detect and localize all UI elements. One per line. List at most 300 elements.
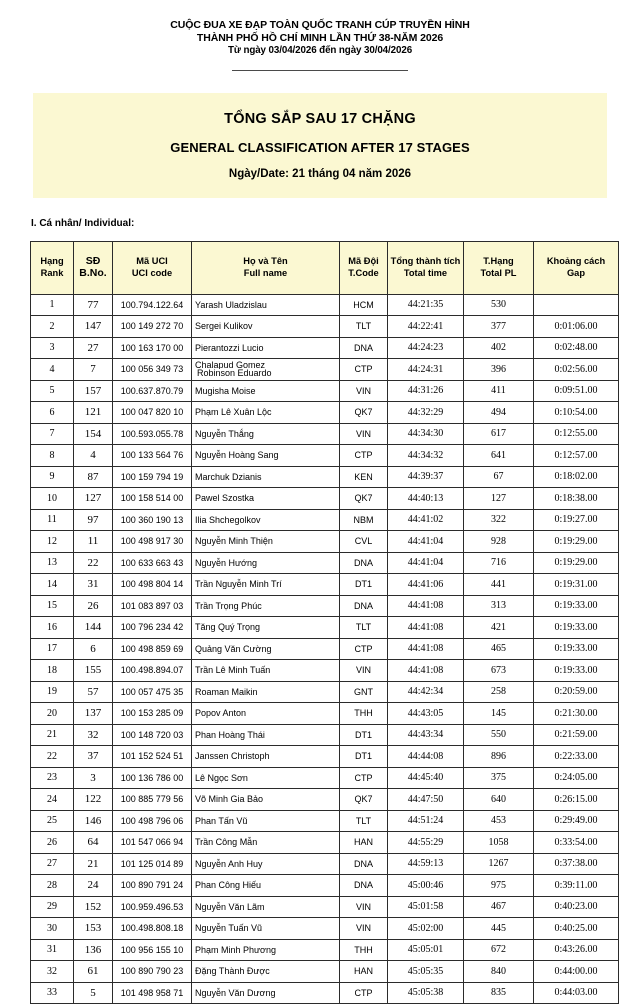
cell-rank: 26	[31, 832, 74, 854]
cell-total-time: 44:41:08	[388, 660, 464, 682]
cell-total-pl: 840	[464, 961, 534, 983]
cell-total-pl: 1058	[464, 832, 534, 854]
cell-full-name: Nguyễn Minh Thiện	[192, 531, 340, 553]
cell-full-name: Nguyễn Thắng	[192, 423, 340, 445]
cell-team-code: DNA	[340, 337, 388, 359]
cell-team-code: CTP	[340, 445, 388, 467]
cell-team-code: THH	[340, 939, 388, 961]
cell-rank: 28	[31, 875, 74, 897]
cell-gap: 0:21:59.00	[534, 724, 619, 746]
cell-total-time: 45:02:00	[388, 918, 464, 940]
column-header-full-name	[192, 241, 340, 294]
table-row	[31, 767, 619, 789]
cell-gap: 0:37:38.00	[534, 853, 619, 875]
cell-uci-code: 100 360 190 13	[113, 509, 192, 531]
cell-bib-number: 127	[74, 488, 113, 510]
cell-team-code: CTP	[340, 359, 388, 381]
cell-gap: 0:19:29.00	[534, 531, 619, 553]
cell-full-name: Yarash Uladzislau	[192, 294, 340, 316]
cell-total-pl: 445	[464, 918, 534, 940]
cell-uci-code: 101 152 524 51	[113, 746, 192, 768]
cell-uci-code: 100 498 796 06	[113, 810, 192, 832]
cell-bib-number: 147	[74, 316, 113, 338]
cell-total-time: 44:41:06	[388, 574, 464, 596]
column-header-pl-en: Total PL	[464, 268, 533, 280]
cell-uci-code: 100 890 790 23	[113, 961, 192, 983]
cell-team-code: HAN	[340, 961, 388, 983]
cell-total-time: 44:31:26	[388, 380, 464, 402]
cell-bib-number: 152	[74, 896, 113, 918]
cell-bib-number: 137	[74, 703, 113, 725]
table-row	[31, 359, 619, 381]
cell-gap: 0:33:54.00	[534, 832, 619, 854]
cell-total-time: 44:34:32	[388, 445, 464, 467]
cell-total-time: 44:41:02	[388, 509, 464, 531]
cell-bib-number: 22	[74, 552, 113, 574]
cell-uci-code: 100 890 791 24	[113, 875, 192, 897]
cell-total-pl: 453	[464, 810, 534, 832]
cell-gap: 0:19:33.00	[534, 595, 619, 617]
cell-full-name: Ilia Shchegolkov	[192, 509, 340, 531]
cell-full-name: Quảng Văn Cường	[192, 638, 340, 660]
table-row	[31, 316, 619, 338]
column-header-name-vi: Họ và Tên	[192, 256, 339, 268]
cell-total-time: 44:42:34	[388, 681, 464, 703]
cell-bib-number: 4	[74, 445, 113, 467]
cell-full-name: Nguyễn Hướng	[192, 552, 340, 574]
cell-total-pl: 617	[464, 423, 534, 445]
cell-uci-code: 100 148 720 03	[113, 724, 192, 746]
cell-rank: 22	[31, 746, 74, 768]
cell-team-code: CVL	[340, 531, 388, 553]
cell-rank: 8	[31, 445, 74, 467]
cell-gap: 0:43:26.00	[534, 939, 619, 961]
cell-uci-code: 101 125 014 89	[113, 853, 192, 875]
cell-total-pl: 67	[464, 466, 534, 488]
column-header-bib-vi: SĐ	[74, 256, 112, 268]
cell-team-code: HAN	[340, 832, 388, 854]
cell-rank: 3	[31, 337, 74, 359]
cell-gap: 0:18:02.00	[534, 466, 619, 488]
cell-team-code: VIN	[340, 423, 388, 445]
cell-gap: 0:12:57.00	[534, 445, 619, 467]
banner-title-en: GENERAL CLASSIFICATION AFTER 17 STAGES	[33, 128, 607, 156]
cell-rank: 17	[31, 638, 74, 660]
cell-rank: 19	[31, 681, 74, 703]
table-row	[31, 660, 619, 682]
cell-rank: 25	[31, 810, 74, 832]
banner-date: Ngày/Date: 21 tháng 04 năm 2026	[33, 156, 607, 182]
cell-full-name: Janssen Christoph	[192, 746, 340, 768]
cell-total-time: 44:47:50	[388, 789, 464, 811]
cell-total-time: 44:51:24	[388, 810, 464, 832]
cell-uci-code: 100 136 786 00	[113, 767, 192, 789]
cell-uci-code: 100 885 779 56	[113, 789, 192, 811]
cell-gap: 0:40:25.00	[534, 918, 619, 940]
cell-rank: 29	[31, 896, 74, 918]
column-header-uci-en: UCI code	[113, 268, 191, 280]
cell-rank: 20	[31, 703, 74, 725]
cell-rank: 24	[31, 789, 74, 811]
cell-gap: 0:02:48.00	[534, 337, 619, 359]
masthead-line-3: Từ ngày 03/04/2026 đến ngày 30/04/2026	[0, 44, 640, 58]
cell-gap: 0:24:05.00	[534, 767, 619, 789]
column-header-name-en: Full name	[192, 268, 339, 280]
cell-total-time: 44:45:40	[388, 767, 464, 789]
table-row	[31, 853, 619, 875]
cell-bib-number: 153	[74, 918, 113, 940]
cell-uci-code: 100 633 663 43	[113, 552, 192, 574]
table-row	[31, 896, 619, 918]
cell-bib-number: 77	[74, 294, 113, 316]
cell-total-time: 44:41:08	[388, 617, 464, 639]
table-row	[31, 939, 619, 961]
cell-total-time: 44:22:41	[388, 316, 464, 338]
cell-bib-number: 5	[74, 982, 113, 1004]
cell-total-time: 44:34:30	[388, 423, 464, 445]
cell-total-pl: 145	[464, 703, 534, 725]
cell-uci-code: 100 956 155 10	[113, 939, 192, 961]
cell-total-pl: 127	[464, 488, 534, 510]
cell-total-pl: 716	[464, 552, 534, 574]
table-row	[31, 574, 619, 596]
cell-bib-number: 32	[74, 724, 113, 746]
table-row	[31, 724, 619, 746]
column-header-gap-en: Gap	[534, 268, 618, 280]
cell-full-name: Phan Tấn Vũ	[192, 810, 340, 832]
table-row	[31, 531, 619, 553]
cell-uci-code: 100 498 917 30	[113, 531, 192, 553]
cell-uci-code: 100 159 794 19	[113, 466, 192, 488]
cell-team-code: CTP	[340, 982, 388, 1004]
column-header-team-code	[340, 241, 388, 294]
cell-full-name: Lê Ngọc Sơn	[192, 767, 340, 789]
cell-bib-number: 157	[74, 380, 113, 402]
cell-uci-code: 100 498 859 69	[113, 638, 192, 660]
cell-rank: 21	[31, 724, 74, 746]
cell-total-time: 45:05:01	[388, 939, 464, 961]
cell-uci-code: 101 083 897 03	[113, 595, 192, 617]
banner-title-vi: TỔNG SẮP SAU 17 CHẶNG	[33, 110, 607, 128]
cell-rank: 18	[31, 660, 74, 682]
table-row	[31, 509, 619, 531]
cell-total-pl: 928	[464, 531, 534, 553]
cell-team-code: DT1	[340, 574, 388, 596]
cell-rank: 15	[31, 595, 74, 617]
cell-full-name: Sergei Kulikov	[192, 316, 340, 338]
general-classification-table	[30, 241, 619, 1004]
cell-total-pl: 258	[464, 681, 534, 703]
cell-gap: 0:18:38.00	[534, 488, 619, 510]
cell-total-pl: 377	[464, 316, 534, 338]
cell-total-pl: 641	[464, 445, 534, 467]
cell-gap: 0:19:33.00	[534, 660, 619, 682]
column-header-rank-vi: Hạng	[31, 256, 73, 268]
cell-team-code: VIN	[340, 896, 388, 918]
cell-uci-code: 100 796 234 42	[113, 617, 192, 639]
cell-team-code: DT1	[340, 724, 388, 746]
column-header-gap	[534, 241, 619, 294]
cell-uci-code: 101 498 958 71	[113, 982, 192, 1004]
column-header-time-en: Total time	[388, 268, 463, 280]
cell-full-name: Pawel Szostka	[192, 488, 340, 510]
cell-full-name: Trần Trọng Phúc	[192, 595, 340, 617]
results-table-wrapper	[30, 241, 610, 1004]
cell-gap: 0:40:23.00	[534, 896, 619, 918]
table-row	[31, 466, 619, 488]
cell-uci-code: 100.498.808.18	[113, 918, 192, 940]
cell-rank: 7	[31, 423, 74, 445]
cell-total-time: 45:01:58	[388, 896, 464, 918]
cell-total-pl: 322	[464, 509, 534, 531]
cell-total-time: 44:43:05	[388, 703, 464, 725]
cell-bib-number: 24	[74, 875, 113, 897]
cell-total-pl: 896	[464, 746, 534, 768]
cell-full-name: Pierantozzi Lucio	[192, 337, 340, 359]
cell-bib-number: 57	[74, 681, 113, 703]
column-header-time-vi: Tổng thành tích	[388, 256, 463, 268]
cell-gap	[534, 294, 619, 316]
cell-total-pl: 465	[464, 638, 534, 660]
cell-full-name	[192, 359, 340, 381]
cell-total-pl: 375	[464, 767, 534, 789]
cell-rank: 23	[31, 767, 74, 789]
table-row	[31, 961, 619, 983]
cell-uci-code: 100 056 349 73	[113, 359, 192, 381]
cell-bib-number: 97	[74, 509, 113, 531]
cell-gap: 0:19:31.00	[534, 574, 619, 596]
cell-bib-number: 3	[74, 767, 113, 789]
cell-total-pl: 421	[464, 617, 534, 639]
cell-full-name: Võ Minh Gia Bảo	[192, 789, 340, 811]
cell-gap: 0:19:33.00	[534, 617, 619, 639]
cell-rank: 2	[31, 316, 74, 338]
cell-uci-code: 101 547 066 94	[113, 832, 192, 854]
table-row	[31, 875, 619, 897]
table-row	[31, 337, 619, 359]
cell-bib-number: 154	[74, 423, 113, 445]
rider-name-line1: Chalapud Gomez	[195, 361, 339, 369]
cell-bib-number: 144	[74, 617, 113, 639]
cell-uci-code: 100.637.870.79	[113, 380, 192, 402]
column-header-rank	[31, 241, 74, 294]
cell-team-code: TLT	[340, 316, 388, 338]
masthead	[0, 0, 640, 71]
cell-gap: 0:19:33.00	[534, 638, 619, 660]
cell-total-pl: 550	[464, 724, 534, 746]
cell-gap: 0:29:49.00	[534, 810, 619, 832]
table-row	[31, 552, 619, 574]
cell-full-name: Phạm Lê Xuân Lộc	[192, 402, 340, 424]
cell-rank: 16	[31, 617, 74, 639]
cell-team-code: VIN	[340, 380, 388, 402]
cell-rank: 5	[31, 380, 74, 402]
cell-team-code: DT1	[340, 746, 388, 768]
table-row	[31, 982, 619, 1004]
cell-bib-number: 136	[74, 939, 113, 961]
column-header-total-time	[388, 241, 464, 294]
column-header-rank-en: Rank	[31, 268, 73, 280]
cell-uci-code: 100.498.894.07	[113, 660, 192, 682]
column-header-bib-en: B.No.	[74, 268, 112, 280]
cell-gap: 0:44:03.00	[534, 982, 619, 1004]
cell-total-time: 44:44:08	[388, 746, 464, 768]
cell-gap: 0:44:00.00	[534, 961, 619, 983]
cell-team-code: TLT	[340, 810, 388, 832]
cell-team-code: THH	[340, 703, 388, 725]
cell-gap: 0:09:51.00	[534, 380, 619, 402]
cell-rank: 10	[31, 488, 74, 510]
table-row	[31, 488, 619, 510]
cell-bib-number: 87	[74, 466, 113, 488]
cell-team-code: NBM	[340, 509, 388, 531]
cell-bib-number: 122	[74, 789, 113, 811]
cell-gap: 0:01:06.00	[534, 316, 619, 338]
cell-gap: 0:39:11.00	[534, 875, 619, 897]
cell-team-code: TLT	[340, 617, 388, 639]
table-row	[31, 617, 619, 639]
cell-total-time: 44:41:04	[388, 552, 464, 574]
cell-bib-number: 27	[74, 337, 113, 359]
cell-bib-number: 37	[74, 746, 113, 768]
table-row	[31, 703, 619, 725]
cell-full-name: Phan Công Hiếu	[192, 875, 340, 897]
cell-full-name: Phan Hoàng Thái	[192, 724, 340, 746]
cell-bib-number: 26	[74, 595, 113, 617]
cell-team-code: QK7	[340, 402, 388, 424]
table-row	[31, 423, 619, 445]
cell-rank: 4	[31, 359, 74, 381]
cell-bib-number: 64	[74, 832, 113, 854]
table-row	[31, 294, 619, 316]
cell-total-pl: 530	[464, 294, 534, 316]
table-row	[31, 918, 619, 940]
cell-total-time: 44:24:31	[388, 359, 464, 381]
cell-rank: 33	[31, 982, 74, 1004]
cell-team-code: DNA	[340, 875, 388, 897]
cell-total-time: 44:24:23	[388, 337, 464, 359]
column-header-uci-vi: Mã UCI	[113, 256, 191, 268]
cell-total-time: 44:41:04	[388, 531, 464, 553]
cell-team-code: HCM	[340, 294, 388, 316]
cell-total-pl: 835	[464, 982, 534, 1004]
cell-uci-code: 100 498 804 14	[113, 574, 192, 596]
cell-team-code: KEN	[340, 466, 388, 488]
cell-total-time: 44:41:08	[388, 595, 464, 617]
cell-rank: 31	[31, 939, 74, 961]
cell-total-time: 44:59:13	[388, 853, 464, 875]
cell-total-pl: 975	[464, 875, 534, 897]
header-row	[31, 241, 619, 294]
masthead-divider	[232, 70, 408, 71]
cell-bib-number: 11	[74, 531, 113, 553]
cell-team-code: QK7	[340, 488, 388, 510]
cell-full-name: Nguyễn Hoàng Sang	[192, 445, 340, 467]
cell-team-code: CTP	[340, 638, 388, 660]
cell-full-name: Mugisha Moise	[192, 380, 340, 402]
cell-rank: 13	[31, 552, 74, 574]
cell-total-time: 44:40:13	[388, 488, 464, 510]
cell-total-pl: 494	[464, 402, 534, 424]
cell-gap: 0:21:30.00	[534, 703, 619, 725]
cell-team-code: DNA	[340, 595, 388, 617]
column-header-team-en: T.Code	[340, 268, 387, 280]
cell-team-code: VIN	[340, 918, 388, 940]
cell-total-pl: 441	[464, 574, 534, 596]
cell-uci-code: 100 057 475 35	[113, 681, 192, 703]
cell-gap: 0:26:15.00	[534, 789, 619, 811]
cell-full-name: Phạm Minh Phương	[192, 939, 340, 961]
cell-full-name: Nguyễn Văn Dương	[192, 982, 340, 1004]
cell-uci-code: 100.593.055.78	[113, 423, 192, 445]
cell-full-name: Trần Công Mẫn	[192, 832, 340, 854]
cell-gap: 0:20:59.00	[534, 681, 619, 703]
table-row	[31, 832, 619, 854]
cell-bib-number: 6	[74, 638, 113, 660]
table-row	[31, 445, 619, 467]
cell-team-code: GNT	[340, 681, 388, 703]
cell-total-time: 44:39:37	[388, 466, 464, 488]
cell-total-pl: 411	[464, 380, 534, 402]
cell-total-pl: 313	[464, 595, 534, 617]
cell-total-pl: 467	[464, 896, 534, 918]
cell-gap: 0:22:33.00	[534, 746, 619, 768]
cell-uci-code: 100 158 514 00	[113, 488, 192, 510]
cell-total-time: 45:00:46	[388, 875, 464, 897]
cell-team-code: CTP	[340, 767, 388, 789]
cell-uci-code: 100 149 272 70	[113, 316, 192, 338]
cell-uci-code: 100 133 564 76	[113, 445, 192, 467]
cell-uci-code: 100.794.122.64	[113, 294, 192, 316]
table-head	[31, 241, 619, 294]
cell-gap: 0:02:56.00	[534, 359, 619, 381]
cell-rank: 1	[31, 294, 74, 316]
cell-full-name: Tăng Quý Trọng	[192, 617, 340, 639]
column-header-uci-code	[113, 241, 192, 294]
cell-gap: 0:19:27.00	[534, 509, 619, 531]
cell-gap: 0:12:55.00	[534, 423, 619, 445]
table-row	[31, 681, 619, 703]
cell-team-code: DNA	[340, 853, 388, 875]
table-row	[31, 746, 619, 768]
cell-total-pl: 673	[464, 660, 534, 682]
cell-uci-code: 100 153 285 09	[113, 703, 192, 725]
cell-total-pl: 396	[464, 359, 534, 381]
cell-total-pl: 640	[464, 789, 534, 811]
cell-rank: 6	[31, 402, 74, 424]
cell-full-name: Trần Lê Minh Tuấn	[192, 660, 340, 682]
cell-full-name: Nguyễn Anh Huy	[192, 853, 340, 875]
cell-total-time: 45:05:35	[388, 961, 464, 983]
column-header-gap-vi: Khoảng cách	[534, 256, 618, 268]
cell-full-name: Đặng Thành Được	[192, 961, 340, 983]
table-row	[31, 810, 619, 832]
cell-bib-number: 121	[74, 402, 113, 424]
cell-gap: 0:19:29.00	[534, 552, 619, 574]
masthead-line-1: CUỘC ĐUA XE ĐẠP TOÀN QUỐC TRANH CÚP TRUYỀN HÌNH	[0, 19, 640, 32]
cell-rank: 11	[31, 509, 74, 531]
rider-name-wrapped	[195, 361, 339, 378]
column-header-bib-number	[74, 241, 113, 294]
cell-bib-number: 21	[74, 853, 113, 875]
table-row	[31, 789, 619, 811]
cell-rank: 12	[31, 531, 74, 553]
cell-team-code: QK7	[340, 789, 388, 811]
table-row	[31, 380, 619, 402]
cell-rank: 32	[31, 961, 74, 983]
cell-uci-code: 100.959.496.53	[113, 896, 192, 918]
cell-uci-code: 100 047 820 10	[113, 402, 192, 424]
